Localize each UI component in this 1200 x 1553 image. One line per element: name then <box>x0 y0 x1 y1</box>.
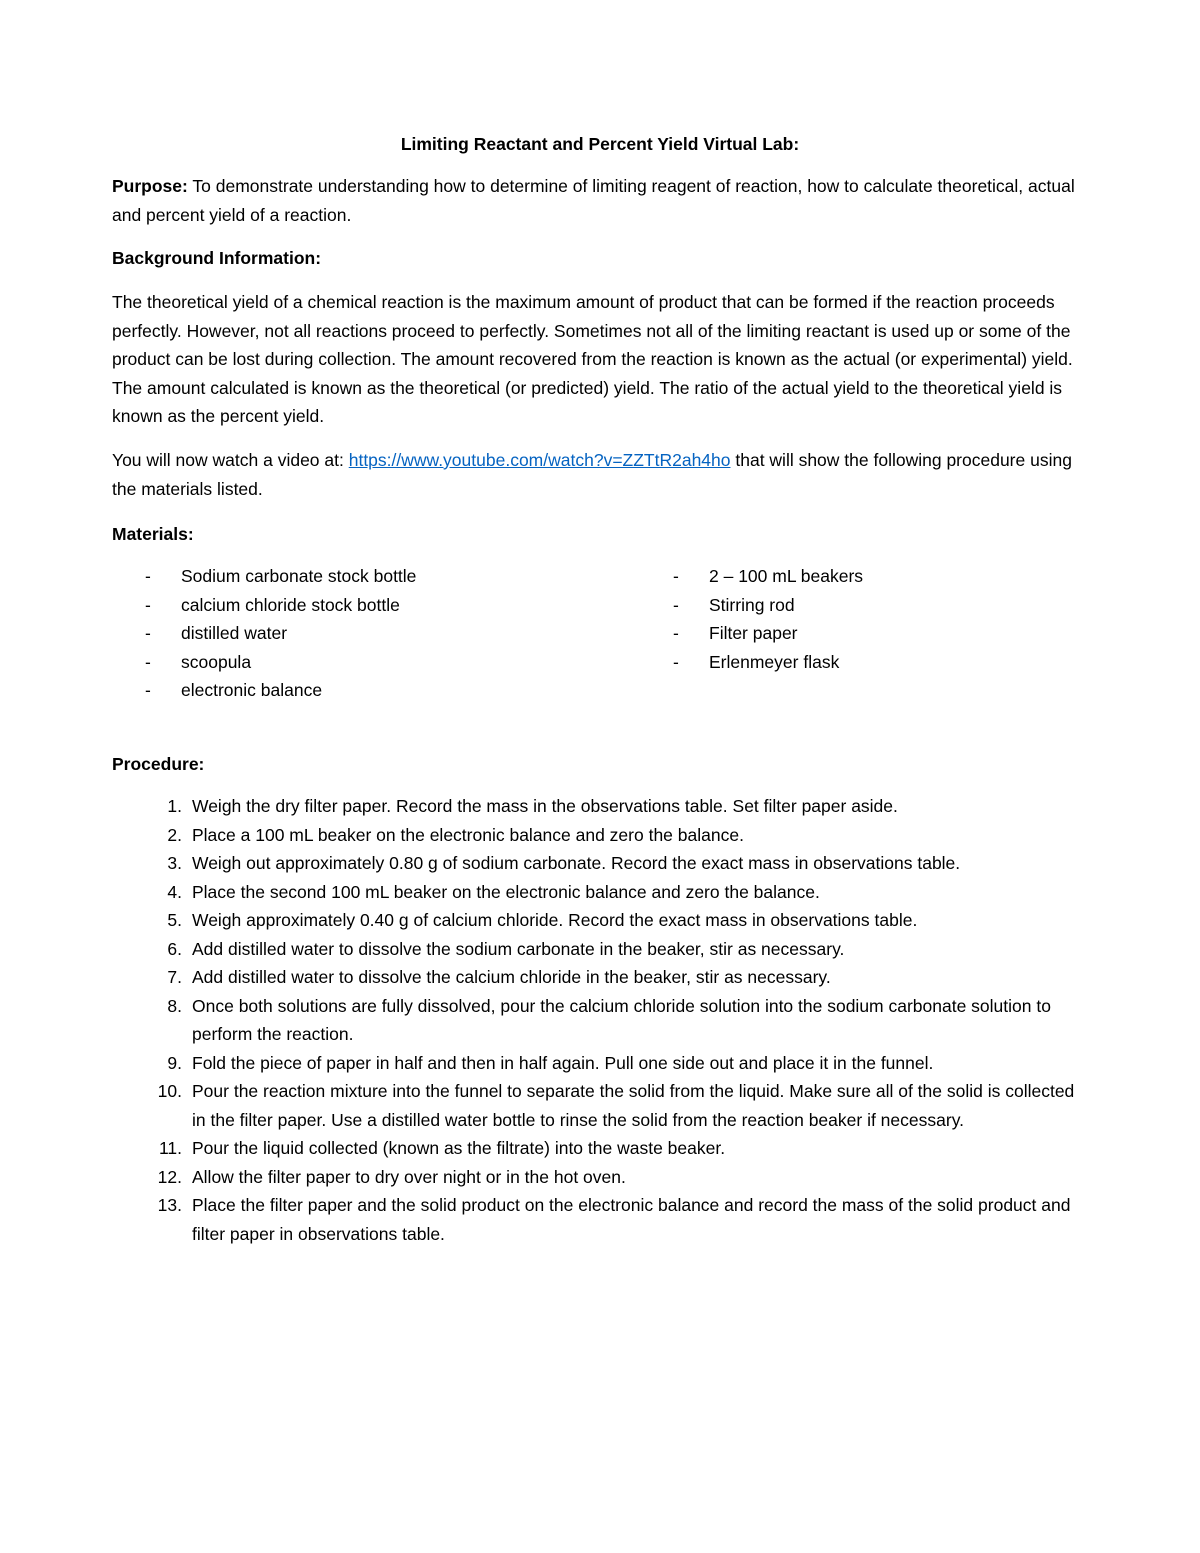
procedure-list <box>112 792 1092 1248</box>
list-item: - Stirring rod <box>640 591 1090 620</box>
procedure-step: 12. Allow the filter paper to dry over night or in the hot oven. <box>157 1166 626 1187</box>
materials-heading: Materials: <box>112 524 194 544</box>
materials-list-left <box>112 562 672 705</box>
list-item: - electronic balance <box>112 676 672 705</box>
procedure-step: 2. Place a 100 mL beaker on the electronic balance and zero the balance. <box>167 824 744 845</box>
list-item: - distilled water <box>112 619 672 648</box>
procedure-step: 8. Once both solutions are fully dissolved, pour the calcium chloride solution into the sodium carbonate solution to perform the reaction. <box>167 995 1051 1044</box>
purpose-label: Purpose: <box>112 176 188 196</box>
purpose-text: To demonstrate understanding how to determine of limiting reagent of reaction, how to calculate theoretical, actual and percent yield of a reaction. <box>112 176 1075 225</box>
procedure-step: 11. Pour the liquid collected (known as the filtrate) into the waste beaker. <box>158 1138 726 1158</box>
procedure-step: 6. Add distilled water to dissolve the sodium carbonate in the beaker, stir as necessary. <box>167 938 845 959</box>
list-item: - scoopula <box>112 648 672 677</box>
list-bullet: - <box>145 623 151 643</box>
list-item: - Sodium carbonate stock bottle <box>112 562 672 591</box>
procedure-step: 1. Weigh the dry filter paper. Record the mass in the observations table. Set filter paper aside. <box>167 796 898 816</box>
video-link[interactable]: https://www.youtube.com/watch?v=ZZTtR2ah4ho <box>348 450 731 470</box>
list-bullet: - <box>673 566 679 586</box>
list-item: - calcium chloride stock bottle <box>112 591 672 620</box>
materials-list-right <box>640 562 1090 676</box>
procedure-step: 4. Place the second 100 mL beaker on the electronic balance and zero the balance. <box>167 881 820 902</box>
procedure-step: 7. Add distilled water to dissolve the calcium chloride in the beaker, stir as necessary. <box>167 967 831 987</box>
procedure-step: 5. Weigh approximately 0.40 g of calcium chloride. Record the exact mass in observations table. <box>167 910 918 930</box>
list-bullet: - <box>673 651 679 672</box>
list-bullet: - <box>673 594 679 615</box>
procedure-heading: Procedure: <box>112 754 205 774</box>
document-title: Limiting Reactant and Percent Yield Virtual Lab: <box>400 134 800 154</box>
video-text-before: You will now watch a video at: <box>112 450 349 470</box>
list-item: - Filter paper <box>640 619 1090 648</box>
list-bullet: - <box>145 566 151 586</box>
background-heading: Background Information: <box>112 248 322 268</box>
procedure-step: 10. Pour the reaction mixture into the funnel to separate the solid from the liquid. Make sure all of the solid is collected in the filter paper. Use a distilled water bottle to rinse the solid from the reaction beaker if necessary. <box>157 1081 1075 1130</box>
list-bullet: - <box>673 623 679 643</box>
list-item: - 2 – 100 mL beakers <box>640 562 1090 591</box>
list-bullet: - <box>145 680 151 700</box>
procedure-step: 9. Fold the piece of paper in half and then in half again. Pull one side out and place it in the funnel. <box>167 1052 934 1073</box>
list-bullet: - <box>145 651 151 672</box>
procedure-step: 3. Weigh out approximately 0.80 g of sodium carbonate. Record the exact mass in observations table. <box>167 853 961 873</box>
list-bullet: - <box>145 594 151 615</box>
video-text-after: that will show the following procedure using the materials listed. <box>112 450 1072 499</box>
video-paragraph <box>112 446 1092 503</box>
purpose-paragraph <box>112 172 1092 229</box>
list-item: - Erlenmeyer flask <box>640 648 1090 677</box>
procedure-step: 13. Place the filter paper and the solid product on the electronic balance and record the mass of the solid product and filter paper in observations table. <box>157 1195 1071 1244</box>
background-paragraph: The theoretical yield of a chemical reaction is the maximum amount of product that can be formed if the reaction proceeds perfectly. However, not all reactions proceed to perfectly. Sometimes not all of the limiting reactant is used up or some of the product can be lost during collection. The amount recovered from the reaction is known as the actual (or experimental) yield. The amount calculated is known as the theoretical (or predicted) yield. The ratio of the actual yield to the theoretical yield is known as the percent yield. <box>112 292 1073 426</box>
